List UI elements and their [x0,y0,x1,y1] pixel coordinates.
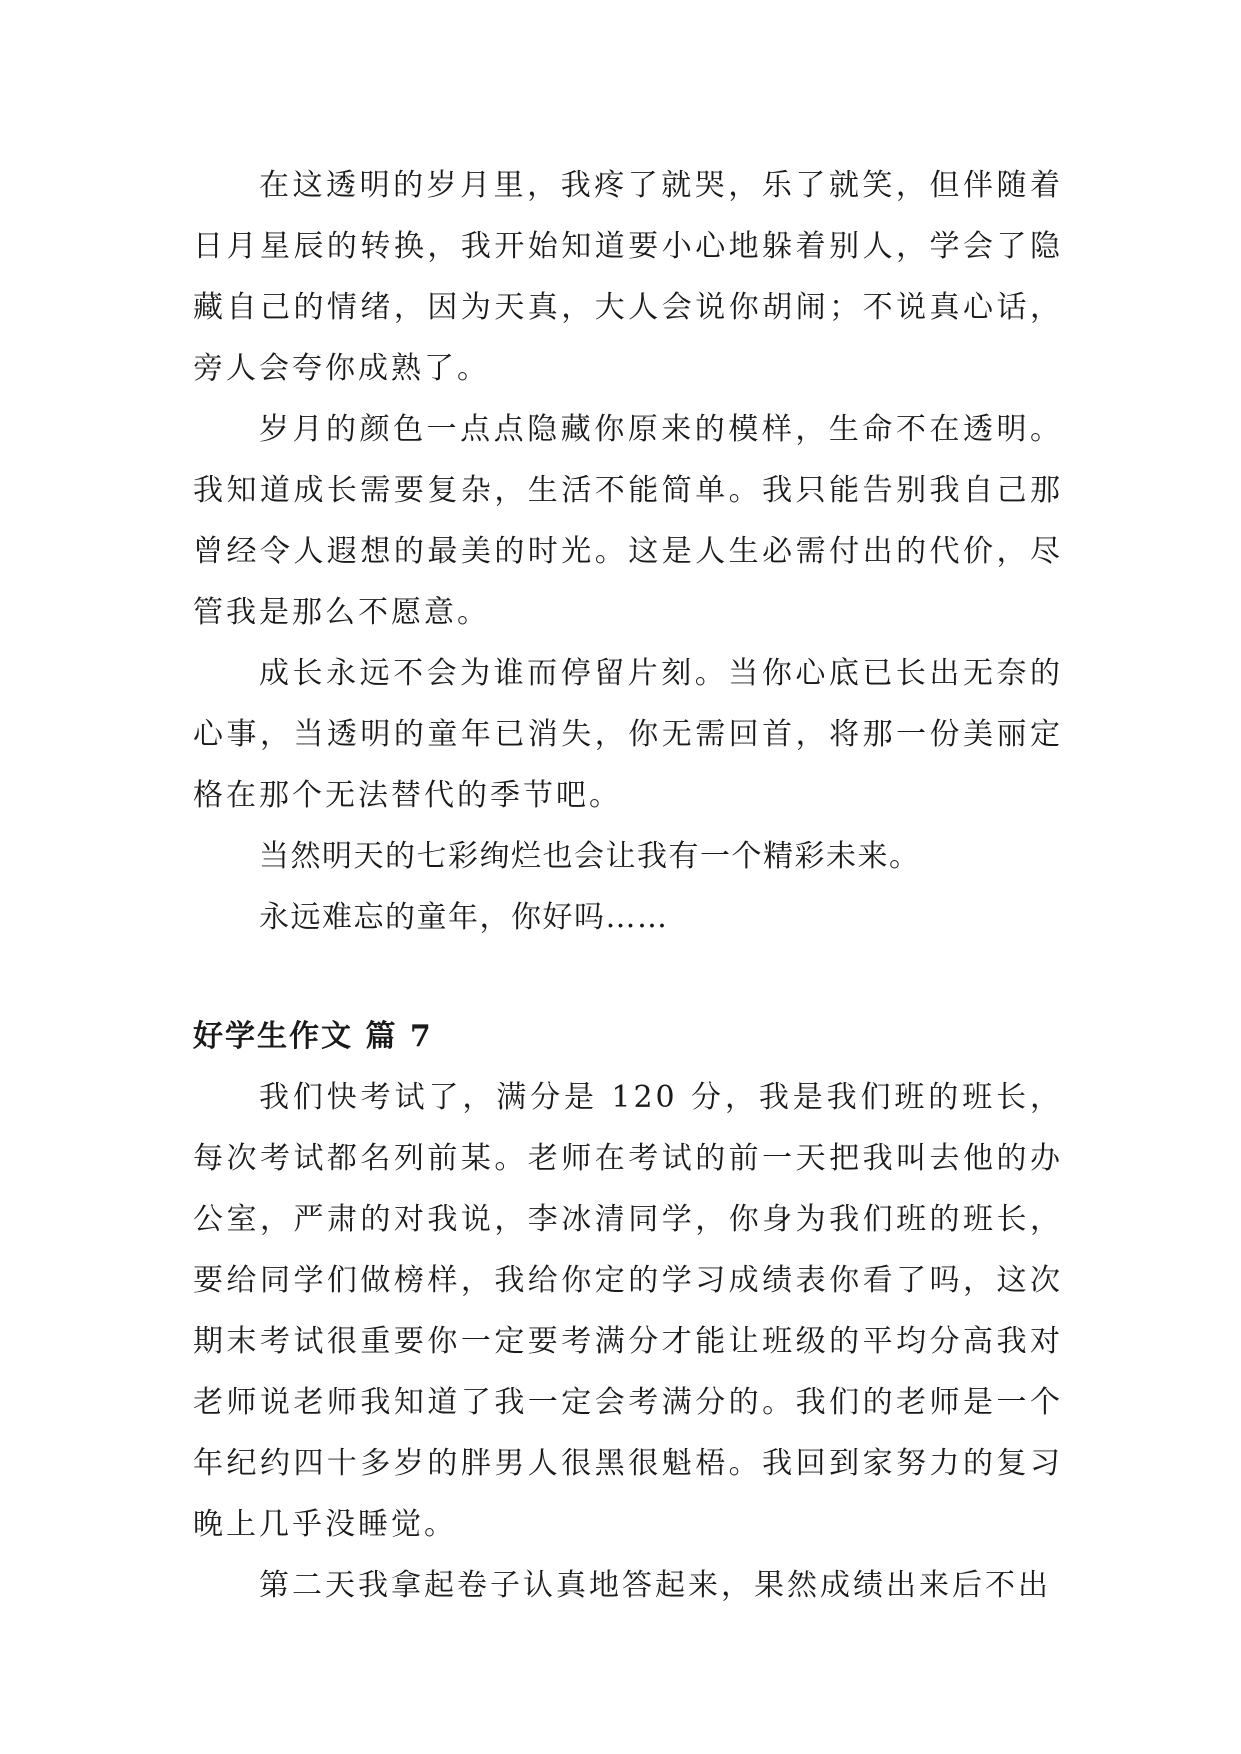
paragraph-transparent-years: 在这透明的岁月里，我疼了就哭，乐了就笑，但伴随着日月星辰的转换，我开始知道要小心地躲着别人，学会了隐藏自己的情绪，因为天真，大人会说你胡闹；不说真心话，旁人会夸你成熟了。 [193,168,1063,386]
paragraph-tomorrow: 当然明天的七彩绚烂也会让我有一个精彩未来。 [259,839,921,874]
paragraph-growing-up: 成长永远不会为谁而停留片刻。当你心底已长出无奈的心事，当透明的童年已消失，你无需回首，将那一份美丽定格在那个无法替代的季节吧。 [193,656,1063,813]
paragraph-exam: 我们快考试了，满分是 120 分，我是我们班的班长，每次考试都名列前某。老师在考试的前一天把我叫去他的办公室，严肃的对我说，李冰清同学，你身为我们班的班长，要给同学们做榜样，我给你定的学习成绩表你看了吗，这次期末考试很重要你一定要考满分才能让班级的平均分高我对老师说老师我知道了我一定会考满分的。我们的老师是一个年纪约四十多岁的胖男人很黑很魁梧。我回到家努力的复习晚上几乎没睡觉。 [193,1080,1063,1542]
paragraph-next-day: 第二天我拿起卷子认真地答起来，果然成绩出来后不出 [259,1568,1051,1603]
section-title: 好学生作文 篇 7 [193,1019,433,1054]
paragraph-color-of-years: 岁月的颜色一点点隐藏你原来的模样，生命不在透明。我知道成长需要复杂，生活不能简单。我只能告别我自己那曾经令人遐想的最美的时光。这是人生必需付出的代价，尽管我是那么不愿意。 [193,412,1063,630]
paragraph-childhood: 永远难忘的童年，你好吗…… [259,900,669,935]
document-body [193,155,1063,1616]
